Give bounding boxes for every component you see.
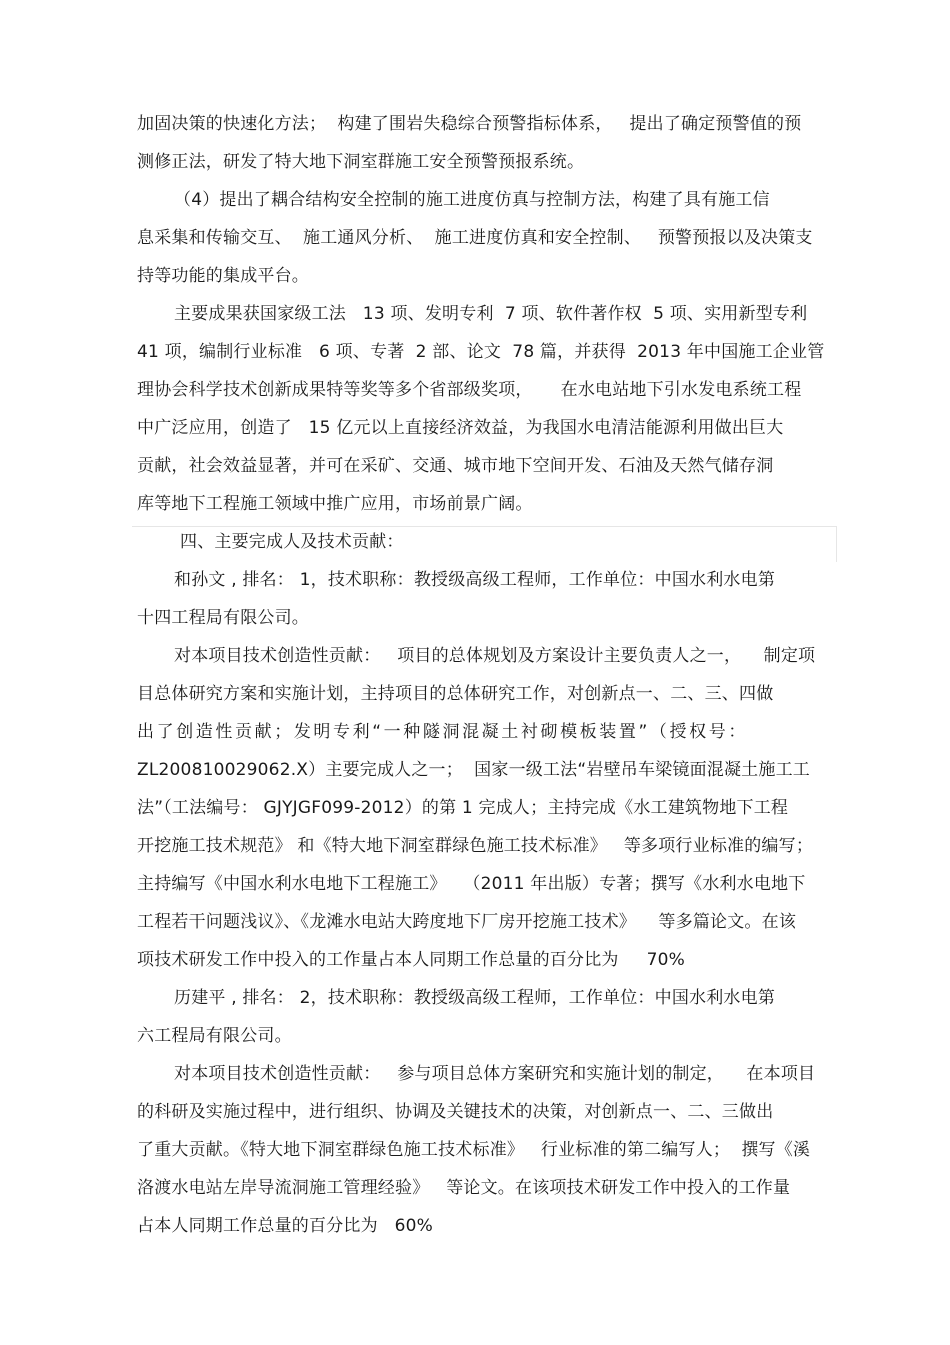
text-line-22: 工程若干问题浅议》、《龙滩水电站大跨度地下厂房开挖施工技术》 等多篇论文。在该 <box>137 912 797 932</box>
text-line-18: ZL200810029062.X）主要完成人之一； 国家一级工法“岩壁吊车梁镜面混凝土施工工 <box>137 760 810 780</box>
text-line-15: 对本项目技术创造性贡献： 项目的总体规划及方案设计主要负责人之一， 制定项 <box>174 646 816 666</box>
text-line-23: 项技术研发工作中投入的工作量占本人同期工作总量的百分比为 70% <box>137 950 686 970</box>
text-line-30: 占本人同期工作总量的百分比为 60% <box>137 1216 433 1236</box>
text-line-9: 中广泛应用，创造了 15 亿元以上直接经济效益，为我国水电清洁能源利用做出巨大 <box>137 418 784 438</box>
text-line-19: 法”（工法编号： GJYJGF099-2012）的第 1 完成人；主持完成《水工建筑物地下工程 <box>137 798 789 818</box>
text-line-4: 息采集和传输交互、 施工通风分析、 施工进度仿真和安全控制、 预警预报以及决策支 <box>137 228 813 248</box>
text-line-11: 库等地下工程施工领域中推广应用，市场前景广阔。 <box>137 494 533 514</box>
text-line-13: 和孙文 , 排名： 1，技术职称：教授级高级工程师，工作单位：中国水利水电第 <box>174 570 776 590</box>
text-line-1: 加固决策的快速化方法； 构建了围岩失稳综合预警指标体系， 提出了确定预警值的预 <box>137 114 802 134</box>
text-line-27: 的科研及实施过程中，进行组织、协调及关键技术的决策，对创新点一、二、三做出 <box>137 1102 774 1122</box>
text-line-29: 洛渡水电站左岸导流洞施工管理经验》 等论文。在该项技术研发工作中投入的工作量 <box>137 1178 791 1198</box>
text-line-25: 六工程局有限公司。 <box>137 1026 292 1046</box>
text-line-3: （4）提出了耦合结构安全控制的施工进度仿真与控制方法，构建了具有施工信 <box>174 190 770 210</box>
text-line-21: 主持编写《中国水利水电地下工程施工》 （2011 年出版）专著；撰写《水利水电地下 <box>137 874 806 894</box>
section-heading: 四、主要完成人及技术贡献： <box>180 532 404 552</box>
text-line-14: 十四工程局有限公司。 <box>137 608 309 628</box>
text-line-28: 了重大贡献。《特大地下洞室群绿色施工技术标准》 行业标准的第二编写人； 撰写《溪 <box>137 1140 811 1160</box>
text-line-6: 主要成果获国家级工法 13 项、发明专利 7 项、软件著作权 5 项、实用新型专利 <box>174 304 808 324</box>
text-line-2: 测修正法，研发了特大地下洞室群施工安全预警预报系统。 <box>137 152 585 172</box>
text-line-20: 开挖施工技术规范》 和《特大地下洞室群绿色施工技术标准》 等多项行业标准的编写； <box>137 836 814 856</box>
text-line-26: 对本项目技术创造性贡献： 参与项目总体方案研究和实施计划的制定， 在本项目 <box>174 1064 816 1084</box>
text-line-17: 出 了 创 造 性 贡 献 ； 发 明 专 利 “ 一 种 隧 洞 混 凝 土 衬 砌 模 板 装 置 ” （ 授 权 号 ： <box>137 722 744 742</box>
text-line-24: 历建平 , 排名： 2，技术职称：教授级高级工程师，工作单位：中国水利水电第 <box>174 988 776 1008</box>
text-line-5: 持等功能的集成平台。 <box>137 266 309 286</box>
text-line-7: 41 项，编制行业标准 6 项、专著 2 部、论文 78 篇，并获得 2013 年中国施工企业管 <box>137 342 825 362</box>
text-line-10: 贡献，社会效益显著，并可在采矿、交通、城市地下空间开发、石油及天然气储存洞 <box>137 456 774 476</box>
text-line-16: 目总体研究方案和实施计划，主持项目的总体研究工作，对创新点一、二、三、四做 <box>137 684 774 704</box>
text-line-8: 理协会科学技术创新成果特等奖等多个省部级奖项， 在水电站地下引水发电系统工程 <box>137 380 802 400</box>
